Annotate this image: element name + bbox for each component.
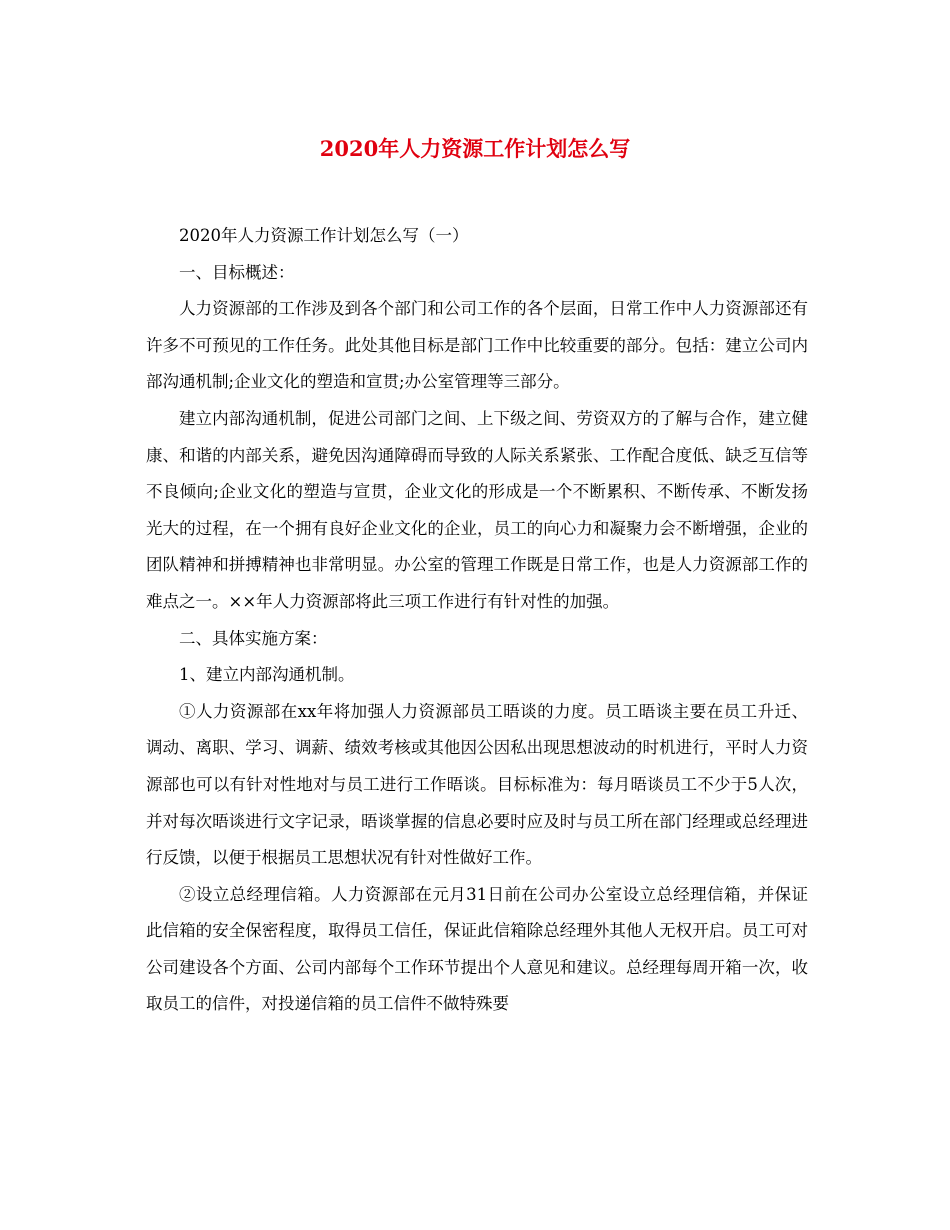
subsection-heading: 1、建立内部沟通机制。	[179, 665, 355, 685]
document-body	[146, 218, 808, 1023]
document-title: 2020年人力资源工作计划怎么写	[319, 136, 631, 161]
body-paragraph: 人力资源部的工作涉及到各个部门和公司工作的各个层面，日常工作中人力资源部还有许多不可预见的工作任务。此处其他目标是部门工作中比较重要的部分。包括：建立公司内部沟通机制;企业文化的塑造和宣贯;办公室管理等三部分。	[146, 299, 808, 392]
body-paragraph: 建立内部沟通机制，促进公司部门之间、上下级之间、劳资双方的了解与合作，建立健康、和谐的内部关系，避免因沟通障碍而导致的人际关系紧张、工作配合度低、缺乏互信等不良倾向;企业文化的塑造与宣贯，企业文化的形成是一个不断累积、不断传承、不断发扬光大的过程，在一个拥有良好企业文化的企业，员工的向心力和凝聚力会不断增强，企业的团队精神和拼搏精神也非常明显。办公室的管理工作既是日常工作，也是人力资源部工作的难点之一。××年人力资源部将此三项工作进行有针对性的加强。	[146, 408, 808, 611]
section-heading: 二、具体实施方案：	[179, 628, 328, 648]
body-paragraph: ①人力资源部在xx年将加强人力资源部员工晤谈的力度。员工晤谈主要在员工升迁、调动、离职、学习、调薪、绩效考核或其他因公因私出现思想波动的时机进行，平时人力资源部也可以有针对性地对与员工进行工作晤谈。目标标准为：每月晤谈员工不少于5人次，并对每次晤谈进行文字记录，晤谈掌握的信息必要时应及时与员工所在部门经理或总经理进行反馈，以便于根据员工思想状况有针对性做好工作。	[146, 701, 808, 868]
body-paragraph: ②设立总经理信箱。人力资源部在元月31日前在公司办公室设立总经理信箱，并保证此信箱的安全保密程度，取得员工信任，保证此信箱除总经理外其他人无权开启。员工可对公司建设各个方面、公司内部每个工作环节提出个人意见和建议。总经理每周开箱一次，收取员工的信件，对投递信箱的员工信件不做特殊要	[146, 884, 808, 1014]
section-heading: 2020年人力资源工作计划怎么写（一）	[179, 226, 469, 245]
section-heading: 一、目标概述：	[179, 262, 295, 282]
